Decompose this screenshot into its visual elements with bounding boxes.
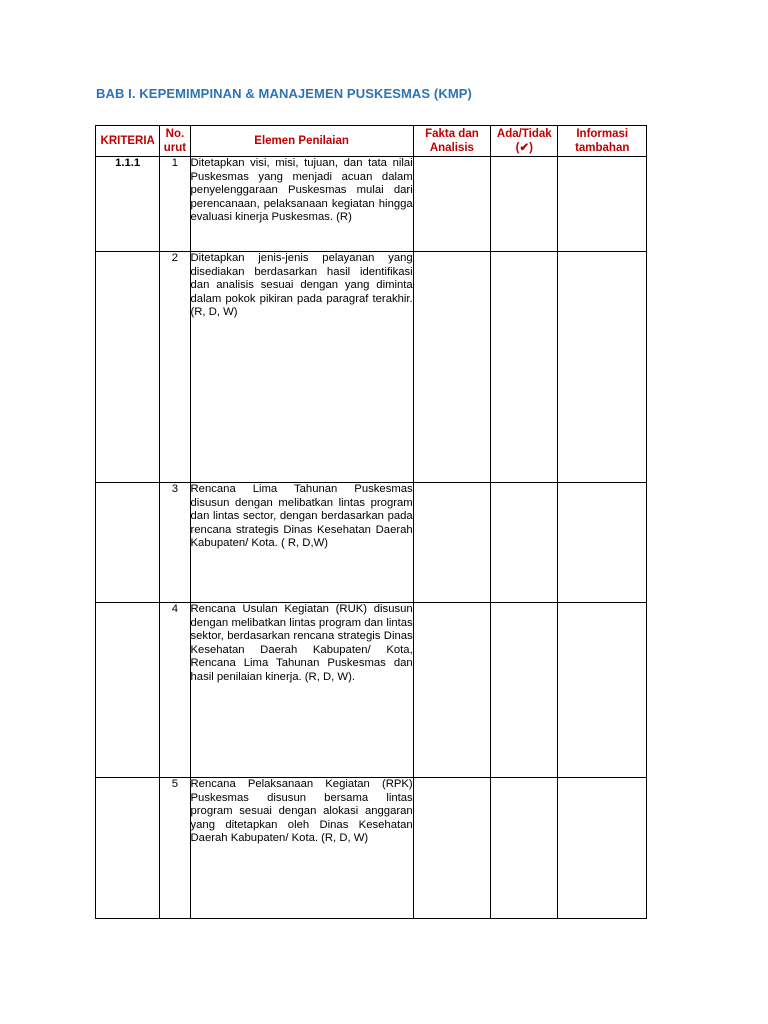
assessment-table — [95, 125, 647, 919]
fakta-dan-analisis-cell — [413, 483, 490, 603]
chapter-heading: BAB I. KEPEMIMPINAN & MANAJEMEN PUSKESMAS (KMP) — [96, 86, 472, 101]
ada-tidak-cell — [491, 483, 558, 603]
kriteria-cell — [96, 603, 160, 778]
header-ada-tidak: Ada/Tidak (✔) — [491, 126, 558, 157]
informasi-tambahan-cell — [558, 157, 647, 252]
no-urut-cell: 2 — [160, 252, 190, 483]
kriteria-cell — [96, 483, 160, 603]
ada-tidak-cell — [491, 252, 558, 483]
ada-tidak-cell — [491, 603, 558, 778]
informasi-tambahan-cell — [558, 252, 647, 483]
informasi-tambahan-cell — [558, 603, 647, 778]
kriteria-cell — [96, 778, 160, 919]
no-urut-cell: 3 — [160, 483, 190, 603]
table-row — [96, 157, 647, 252]
no-urut-cell: 1 — [160, 157, 190, 252]
table-row — [96, 778, 647, 919]
elemen-penilaian-cell: Ditetapkan jenis-jenis pelayanan yang disediakan berdasarkan hasil identifikasi dan analisis sesuai dengan yang diminta dalam pokok pikiran pada paragraf terakhir. (R, D, W) — [190, 252, 413, 483]
elemen-penilaian-cell: Rencana Lima Tahunan Puskesmas disusun dengan melibatkan lintas program dan lintas sector, dengan berdasarkan pada rencana strategis Dinas Kesehatan Daerah Kabupaten/ Kota. ( R, D,W) — [190, 483, 413, 603]
header-fakta-dan-analisis: Fakta dan Analisis — [413, 126, 490, 157]
kriteria-cell — [96, 252, 160, 483]
table-header-row — [96, 126, 647, 157]
table-row — [96, 252, 647, 483]
header-elemen-penilaian: Elemen Penilaian — [190, 126, 413, 157]
header-no-urut: No. urut — [160, 126, 190, 157]
table-row — [96, 603, 647, 778]
elemen-penilaian-cell: Rencana Usulan Kegiatan (RUK) disusun dengan melibatkan lintas program dan lintas sektor, berdasarkan rencana strategis Dinas Kesehatan Daerah Kabupaten/ Kota, Rencana Lima Tahunan Puskesmas dan hasil penilaian kinerja. (R, D, W). — [190, 603, 413, 778]
table-row — [96, 483, 647, 603]
header-informasi-tambahan: Informasi tambahan — [558, 126, 647, 157]
fakta-dan-analisis-cell — [413, 603, 490, 778]
informasi-tambahan-cell — [558, 483, 647, 603]
ada-tidak-cell — [491, 157, 558, 252]
fakta-dan-analisis-cell — [413, 252, 490, 483]
elemen-penilaian-cell: Rencana Pelaksanaan Kegiatan (RPK) Puskesmas disusun bersama lintas program sesuai dengan alokasi anggaran yang ditetapkan oleh Dinas Kesehatan Daerah Kabupaten/ Kota. (R, D, W) — [190, 778, 413, 919]
no-urut-cell: 4 — [160, 603, 190, 778]
header-kriteria: KRITERIA — [96, 126, 160, 157]
no-urut-cell: 5 — [160, 778, 190, 919]
informasi-tambahan-cell — [558, 778, 647, 919]
fakta-dan-analisis-cell — [413, 157, 490, 252]
kriteria-cell: 1.1.1 — [96, 157, 160, 252]
elemen-penilaian-cell: Ditetapkan visi, misi, tujuan, dan tata nilai Puskesmas yang menjadi acuan dalam penyelenggaraan Puskesmas mulai dari perencanaan, pelaksanaan kegiatan hingga evaluasi kinerja Puskesmas. (R) — [190, 157, 413, 252]
ada-tidak-cell — [491, 778, 558, 919]
fakta-dan-analisis-cell — [413, 778, 490, 919]
